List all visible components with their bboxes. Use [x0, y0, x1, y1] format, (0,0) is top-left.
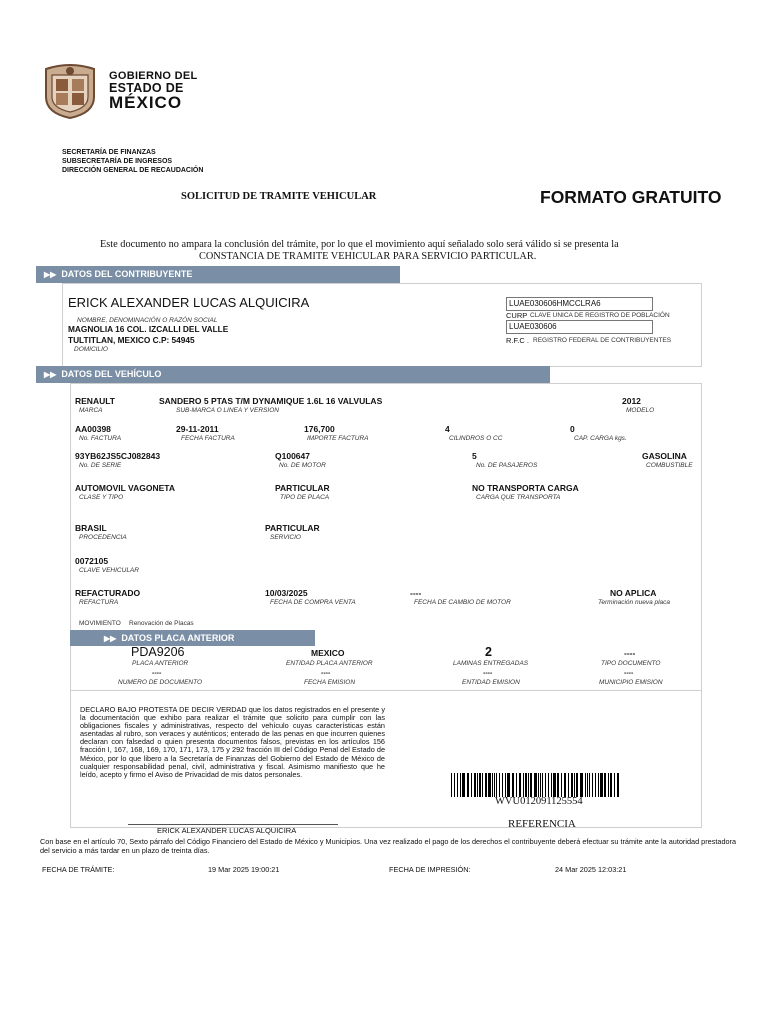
carga-value: 0	[570, 424, 575, 434]
signature-line	[128, 824, 338, 825]
section-title: DATOS DEL VEHÍCULO	[61, 369, 162, 379]
tipo-doc-value: ----	[624, 648, 636, 658]
tipo-doc-label: TIPO DOCUMENTO	[601, 660, 661, 667]
carga-transporta-value: NO TRANSPORTA CARGA	[472, 483, 579, 493]
barcode	[451, 773, 621, 797]
serie-value: 93YB62JS5CJ082843	[75, 451, 161, 461]
notice-line-1: Este documento no ampara la conclusión del trámite, por lo que el movimiento aquí señalado solo será válido si se presenta la	[100, 239, 619, 250]
fecha-impresion-value: 24 Mar 2025 12:03:21	[555, 865, 627, 874]
servicio-value: PARTICULAR	[265, 523, 320, 533]
municipio-value: ----	[624, 670, 634, 677]
dept-direccion: DIRECCIÓN GENERAL DE RECAUDACIÓN	[62, 167, 204, 174]
barcode-text: WVU012091125554	[495, 796, 583, 807]
num-doc-value: ----	[152, 670, 162, 677]
gov-line-3: MÉXICO	[109, 93, 183, 112]
rfc-tag: R.F.C .	[506, 336, 529, 345]
entidad-emision-value: ----	[483, 670, 493, 677]
formato-gratuito: FORMATO GRATUITO	[540, 187, 722, 207]
refactura-label: REFACTURA	[79, 599, 119, 606]
modelo-value: 2012	[622, 396, 641, 406]
entidad-emision-label: ENTIDAD EMISION	[462, 679, 520, 686]
curp-field: LUAE030606HMCCLRA6	[506, 297, 653, 311]
carga-transporta-label: CARGA QUE TRANSPORTA	[476, 494, 561, 501]
terminacion-value: NO APLICA	[610, 588, 657, 598]
document-title: SOLICITUD DE TRAMITE VEHICULAR	[181, 191, 377, 202]
cilindros-label: CILINDROS O CC	[449, 435, 503, 442]
refactura-value: REFACTURADO	[75, 588, 141, 598]
rfc-field: LUAE030606	[506, 320, 653, 334]
tipo-placa-label: TIPO DE PLACA	[280, 494, 330, 501]
state-seal-logo	[40, 63, 100, 119]
placa-value: PDA9206	[131, 645, 185, 659]
clase-label: CLASE Y TIPO	[79, 494, 124, 501]
curp-tag: CURP	[506, 311, 528, 320]
combustible-value: GASOLINA	[642, 451, 687, 461]
signer-name: ERICK ALEXANDER LUCAS ALQUICIRA	[157, 826, 297, 835]
fecha-impresion-label: FECHA DE IMPRESIÓN:	[389, 865, 471, 874]
placa-label: PLACA ANTERIOR	[132, 660, 189, 667]
motor-label: No. DE MOTOR	[279, 462, 326, 469]
movimiento-value: Renovación de Placas	[129, 620, 194, 627]
rfc-label: REGISTRO FEDERAL DE CONTRIBUYENTES	[533, 337, 672, 344]
notice-line-2: CONSTANCIA DE TRAMITE VEHICULAR PARA SERVICIO PARTICULAR.	[199, 251, 537, 262]
double-chevron-icon: ▶▶	[104, 634, 117, 643]
terminacion-label: Terminación nueva placa	[598, 599, 671, 606]
declaracion-text: DECLARO BAJO PROTESTA DE DECIR VERDAD que los datos registrados en el presente y la documentación que exhibo para realizar el trámite que solicito para cumplir con las obligaciones fiscales y administrativas, respecto del vehículo cuyas características están asentadas al rubro, son veraces y auténticos; enterado de las penas en que incurren quienes declaran con falsedad o quien presenta documentos falsos, previstas en los artículos 156 fracción I, 167, 168, 169, 170, 171, 173, 175 y 292 fracción III del Código Penal del Estado de México, por lo que libero a la Secretaría de Finanzas del Gobierno del Estado de México de cualquier responsabilidad penal, civil, administrativa y fiscal. Asimismo manifiesto que he leído, acepto y firmo el Aviso de Privacidad de mis datos personales.	[80, 705, 385, 779]
clave-label: CLAVE VEHICULAR	[79, 567, 139, 574]
fecha-compra-value: 10/03/2025	[265, 588, 308, 598]
dept-secretaria: SECRETARÍA DE FINANZAS	[62, 149, 156, 156]
marca-value: RENAULT	[75, 396, 115, 406]
section-title: DATOS PLACA ANTERIOR	[121, 633, 235, 643]
fecha-emision-value: ----	[321, 670, 331, 677]
fecha-tramite-label: FECHA DE TRÁMITE:	[42, 865, 115, 874]
tipo-placa-value: PARTICULAR	[275, 483, 330, 493]
fecha-emision-label: FECHA EMISION	[304, 679, 356, 686]
movimiento-label: MOVIMIENTO	[79, 620, 121, 627]
address-line-1: MAGNOLIA 16 COL. IZCALLI DEL VALLE	[68, 324, 229, 334]
entidad-label: ENTIDAD PLACA ANTERIOR	[286, 660, 373, 667]
section-title: DATOS DEL CONTRIBUYENTE	[61, 269, 193, 279]
entidad-value: MEXICO	[311, 648, 345, 658]
fecha-factura-value: 29-11-2011	[176, 424, 219, 434]
referencia-label: REFERENCIA	[508, 818, 576, 830]
factura-label: No. FACTURA	[79, 435, 122, 442]
double-chevron-icon: ▶▶	[44, 270, 57, 279]
curp-label: CLAVE UNICA DE REGISTRO DE POBLACIÓN	[530, 312, 670, 319]
motor-value: Q100647	[275, 451, 310, 461]
cambio-motor-value: ----	[410, 588, 422, 598]
cambio-motor-label: FECHA DE CAMBIO DE MOTOR	[414, 599, 511, 606]
cilindros-value: 4	[445, 424, 450, 434]
importe-label: IMPORTE FACTURA	[307, 435, 369, 442]
section-contribuyente	[36, 266, 400, 283]
carga-label: CAP. CARGA kgs.	[574, 435, 627, 442]
section-vehiculo	[36, 366, 550, 383]
name-label: NOMBRE, DENOMINACIÓN O RAZÓN SOCIAL	[77, 317, 218, 324]
serie-label: No. DE SERIE	[79, 462, 122, 469]
combustible-label: COMBUSTIBLE	[646, 462, 693, 469]
fecha-factura-label: FECHA FACTURA	[181, 435, 235, 442]
double-chevron-icon: ▶▶	[44, 370, 57, 379]
laminas-label: LAMINAS ENTREGADAS	[453, 660, 529, 667]
pasajeros-label: No. DE PASAJEROS	[476, 462, 538, 469]
procedencia-value: BRASIL	[75, 523, 107, 533]
modelo-label: MODELO	[626, 407, 655, 414]
procedencia-label: PROCEDENCIA	[79, 534, 127, 541]
gov-line-1: GOBIERNO DEL	[109, 70, 198, 82]
dept-subsecretaria: SUBSECRETARÍA DE INGRESOS	[62, 158, 173, 165]
fecha-tramite-value: 19 Mar 2025 19:00:21	[208, 865, 280, 874]
laminas-value: 2	[485, 645, 492, 659]
pasajeros-value: 5	[472, 451, 477, 461]
municipio-label: MUNICIPIO EMISION	[599, 679, 663, 686]
section-placa-anterior	[70, 630, 315, 646]
marca-label: MARCA	[79, 407, 103, 414]
factura-value: AA00398	[75, 424, 111, 434]
fecha-compra-label: FECHA DE COMPRA VENTA	[270, 599, 356, 606]
submarca-label: SUB-MARCA O LINEA Y VERSION	[176, 407, 279, 414]
num-doc-label: NUMERO DE DOCUMENTO	[118, 679, 203, 686]
domicilio-label: DOMICILIO	[74, 346, 108, 353]
contribuyente-name: ERICK ALEXANDER LUCAS ALQUICIRA	[68, 295, 310, 310]
address-line-2: TULTITLAN, MEXICO C.P: 54945	[68, 335, 195, 345]
servicio-label: SERVICIO	[270, 534, 301, 541]
clase-value: AUTOMOVIL VAGONETA	[75, 483, 175, 493]
clave-value: 0072105	[75, 556, 109, 566]
legal-footer: Con base en el artículo 70, Sexto párrafo del Código Financiero del Estado de México y Municipios. Una vez realizado el pago de los derechos el contribuyente deberá efectuar su trámite ante la autoridad prestadora del servicio a más tardar en un plazo de treinta días.	[40, 837, 737, 855]
importe-value: 176,700	[304, 424, 335, 434]
gov-line-2: ESTADO DE	[109, 81, 184, 95]
submarca-value: SANDERO 5 PTAS T/M DYNAMIQUE 1.6L 16 VALVULAS	[159, 396, 383, 406]
